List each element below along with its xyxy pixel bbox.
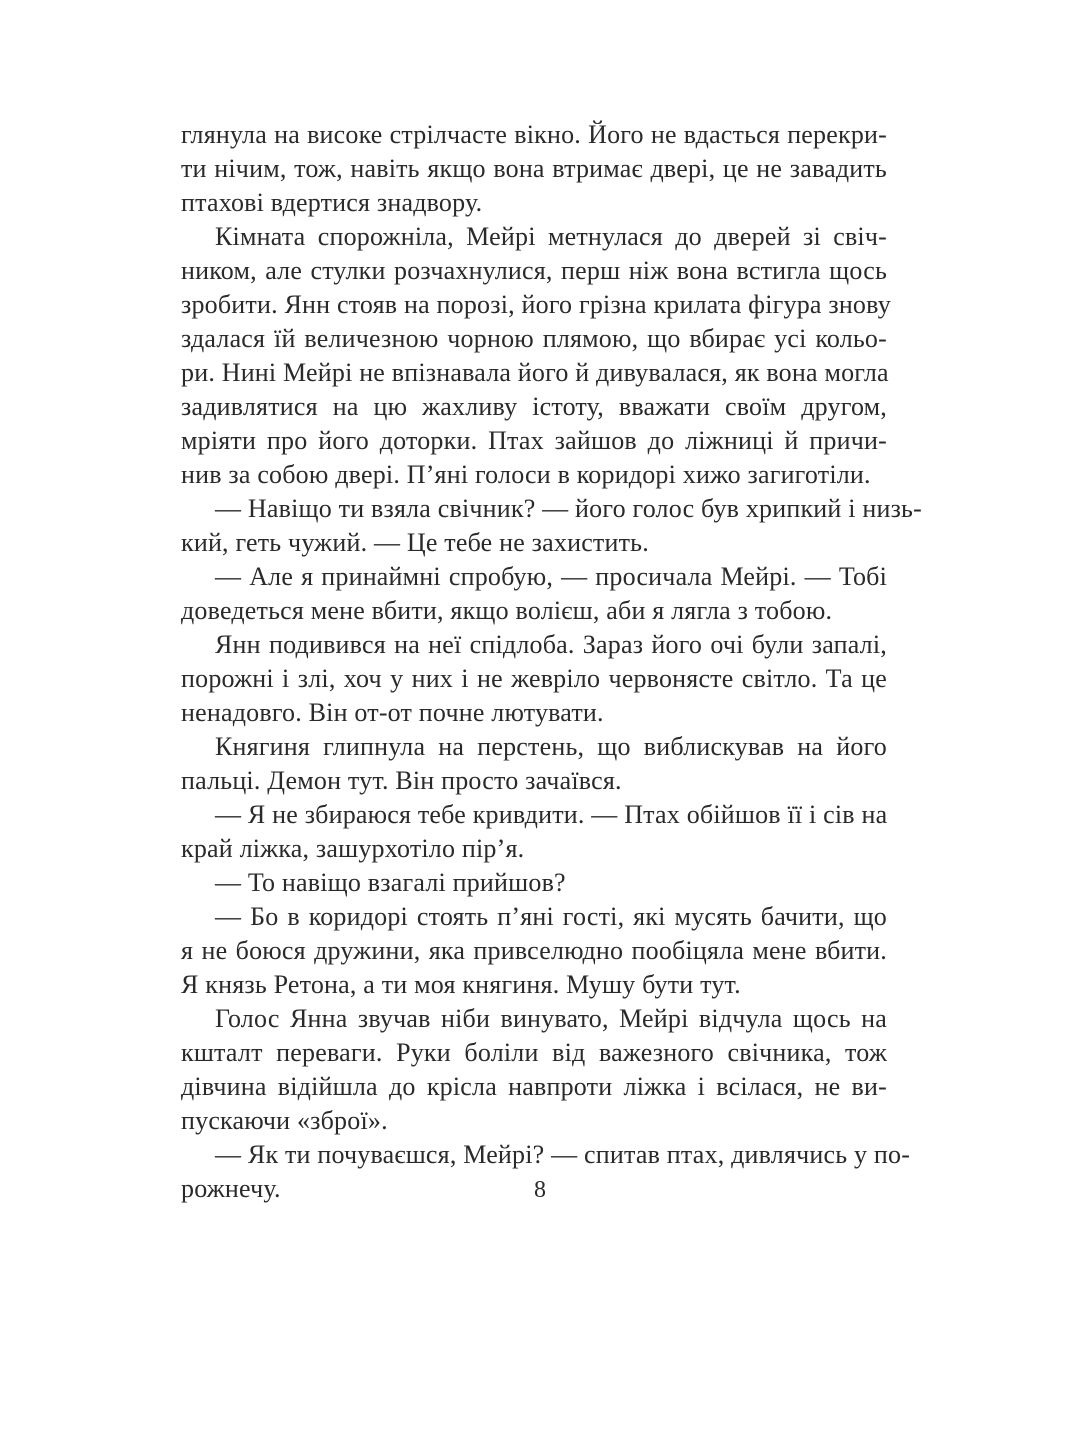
text-line: — Я не збираюся тебе кривдити. — Птах обійшов її і сів на xyxy=(215,800,888,829)
text-line: пускаючи «зброї». xyxy=(181,1106,388,1135)
text-line: кий, геть чужий. — Це тебе не захистить. xyxy=(181,528,649,557)
page-number: 8 xyxy=(534,1177,546,1203)
body-text xyxy=(181,118,922,1206)
text-line: Голос Янна звучав ніби винувато, Мейрі відчула щось на xyxy=(215,1004,887,1033)
text-line: доведеться мене вбити, якщо волієш, аби я лягла з тобою. xyxy=(181,596,833,625)
text-line: — Але я принаймні спробую, — просичала Мейрі. — Тобі xyxy=(215,562,887,591)
text-line: рожнечу. xyxy=(181,1174,281,1203)
text-line: — Як ти почуваєшся, Мейрі? — спитав птах, дивлячись у по- xyxy=(215,1140,911,1169)
text-line: — Бо в коридорі стоять п’яні гості, які мусять бачити, що xyxy=(215,902,887,931)
text-line: Янн подивився на неї спідлоба. Зараз його очі були запалі, xyxy=(215,630,887,659)
text-line: ненадовго. Він от-от почне лютувати. xyxy=(181,698,604,727)
text-line: Княгиня глипнула на перстень, що виблискував на його xyxy=(215,732,887,761)
text-line: Кімната спорожніла, Мейрі метнулася до дверей зі свіч- xyxy=(215,222,887,251)
text-line: задивлятися на цю жахливу істоту, вважати своїм другом, xyxy=(181,392,887,421)
text-line: порожні і злі, хоч у них і не жевріло червонясте світло. Та це xyxy=(181,664,887,693)
text-line: край ліжка, зашурхотіло пір’я. xyxy=(181,834,525,863)
text-line: я не боюся дружини, яка привселюдно пообіцяла мене вбити. xyxy=(181,936,887,965)
text-line: кшталт переваги. Руки боліли від важезного свічника, тож xyxy=(181,1038,887,1067)
text-line: пальці. Демон тут. Він просто зачаївся. xyxy=(181,766,622,795)
text-line: здалася їй величезною чорною плямою, що вбирає усі кольо- xyxy=(181,324,887,353)
text-line: дівчина відійшла до крісла навпроти ліжка і всілася, не ви- xyxy=(181,1072,887,1101)
text-line: мріяти про його доторки. Птах зайшов до ліжниці й причи- xyxy=(181,426,887,455)
text-line: птахові вдертися знадвору. xyxy=(181,188,483,217)
text-line: ником, але стулки розчахнулися, перш ніж вона встигла щось xyxy=(181,256,887,285)
text-line: зробити. Янн стояв на порозі, його грізна крилата фігура знову xyxy=(181,290,891,319)
text-line: ри. Нині Мейрі не впізнавала його й дивувалася, як вона могла xyxy=(181,358,889,387)
text-line: — Навіщо ти взяла свічник? — його голос був хрипкий і низь- xyxy=(215,494,922,523)
text-line: — То навіщо взагалі прийшов? xyxy=(215,868,566,897)
text-line: нив за собою двері. П’яні голоси в коридорі хижо загиготіли. xyxy=(181,460,871,489)
text-line: Я князь Ретона, а ти моя княгиня. Мушу бути тут. xyxy=(181,970,741,999)
text-line: ти нічим, тож, навіть якщо вона втримає двері, це не завадить xyxy=(181,154,887,183)
text-line: глянула на високе стрілчасте вікно. Його не вдасться перекри- xyxy=(181,120,887,149)
